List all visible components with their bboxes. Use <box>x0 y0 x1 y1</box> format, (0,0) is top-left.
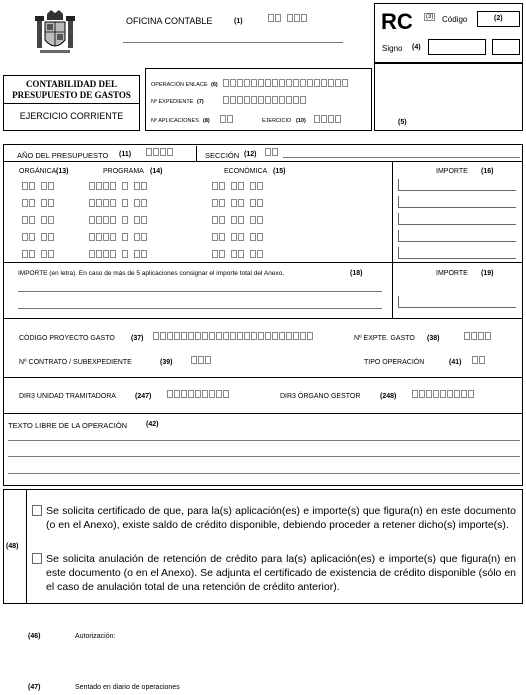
codigo-proyecto-num: (37) <box>131 335 144 342</box>
dir3-organo-num: (248) <box>380 393 397 400</box>
anulacion-checkbox[interactable] <box>32 553 42 564</box>
importe-letra-divider <box>4 262 522 263</box>
importe-letra-num: (18) <box>350 270 363 277</box>
contrato-num: (39) <box>160 359 173 366</box>
expediente-label: Nº EXPEDIENTE <box>151 99 194 105</box>
economica-cells[interactable] <box>212 233 263 241</box>
codigo-label: Código <box>442 15 468 24</box>
contrato-cells[interactable] <box>191 356 211 364</box>
contabilidad-title <box>3 79 140 101</box>
organica-label: ORGÁNICA <box>19 168 57 175</box>
dir3-unidad-label: DIR3 UNIDAD TRAMITADORA <box>19 393 116 400</box>
programa-label: PROGRAMA <box>103 168 144 175</box>
aplicaciones-num: (8) <box>203 118 210 124</box>
importe-letra-label: IMPORTE (en letra). En caso de más de 5 aplicaciones consignar el importe total del Anexo. <box>18 270 285 277</box>
autorizacion-label: Autorización: <box>75 633 116 640</box>
expte-gasto-cells[interactable] <box>464 332 491 340</box>
importe-16-field[interactable] <box>398 247 516 259</box>
operacion-enlace-label: OPERACIÓN ENLACE <box>151 82 208 88</box>
dir3-unidad-cells[interactable] <box>167 390 229 398</box>
tipo-operacion-label: TIPO OPERACIÓN <box>364 359 425 366</box>
oficina-contable-cells[interactable] <box>268 14 307 22</box>
expediente-num: (7) <box>197 99 204 105</box>
texto-libre-line-3[interactable] <box>8 473 520 474</box>
texto-libre-line-2[interactable] <box>8 456 520 457</box>
economica-cells[interactable] <box>212 216 263 224</box>
anulacion-text-content: Se solicita anulación de retención de crédito para la(s) aplicación(es) e importe(s) que figura(n) en este documento (o en el Anexo). Se adjunta el certificado de existencia de crédito disponible (sólo en el caso de anulación total de una retención de crédito anterior). <box>46 553 516 593</box>
programa-cells[interactable] <box>89 216 147 224</box>
operacion-enlace-cells[interactable] <box>223 79 348 87</box>
box-5 <box>374 63 523 131</box>
importe-letra-line-2[interactable] <box>18 308 382 309</box>
dir3-divider <box>4 377 522 378</box>
solicitud-divider <box>26 490 27 603</box>
seccion-num: (12) <box>244 151 257 158</box>
organica-cells[interactable] <box>22 233 54 241</box>
contabilidad-title-line2: PRESUPUESTO DE GASTOS <box>12 90 131 100</box>
importe-19-field[interactable] <box>398 296 516 308</box>
importe-letra-line-1[interactable] <box>18 291 382 292</box>
codigo-proyecto-label: CÓDIGO PROYECTO GASTO <box>19 335 115 342</box>
contabilidad-divider <box>4 103 139 104</box>
economica-cells[interactable] <box>212 199 263 207</box>
anio-presupuesto-cells[interactable] <box>146 148 173 156</box>
importe-letra-col-divider <box>392 262 393 318</box>
ejercicio-corriente-label: EJERCICIO CORRIENTE <box>19 111 124 121</box>
aplicaciones-importe-divider <box>392 161 393 262</box>
oficina-contable-label: OFICINA CONTABLE <box>126 16 213 26</box>
expte-gasto-num: (38) <box>427 335 440 342</box>
economica-cells[interactable] <box>212 250 263 258</box>
anio-row-divider <box>4 161 522 162</box>
organica-cells[interactable] <box>22 199 54 207</box>
ejercicio-label: EJERCICIO <box>262 118 292 124</box>
texto-libre-divider <box>4 413 522 414</box>
economica-cells[interactable] <box>212 182 263 190</box>
dir3-unidad-num: (247) <box>135 393 152 400</box>
dir3-organo-cells[interactable] <box>412 390 474 398</box>
programa-num: (14) <box>150 168 163 175</box>
aplicaciones-cells[interactable] <box>220 115 233 123</box>
tipo-operacion-cells[interactable] <box>472 356 485 364</box>
certificado-checkbox[interactable] <box>32 505 42 516</box>
oficina-contable-line <box>123 42 343 43</box>
sentado-num: (47) <box>28 684 41 691</box>
importe-16-field[interactable] <box>398 213 516 225</box>
importe-19-num: (19) <box>481 270 494 277</box>
autorizacion-num: (46) <box>28 633 41 640</box>
tipo-operacion-num: (41) <box>449 359 462 366</box>
texto-libre-line-1[interactable] <box>8 440 520 441</box>
certificado-text <box>46 504 516 532</box>
texto-libre-num: (42) <box>146 421 159 428</box>
expediente-cells[interactable] <box>223 96 306 104</box>
economica-label: ECONÓMICA <box>224 168 268 175</box>
sentado-label: Sentado en diario de operaciones <box>75 684 180 691</box>
importe-19-label: IMPORTE <box>436 270 468 277</box>
texto-libre-label: TEXTO LIBRE DE LA OPERACIÓN <box>8 421 128 430</box>
importe-16-num: (16) <box>481 168 494 175</box>
anio-seccion-divider <box>196 146 197 161</box>
importe-16-label: IMPORTE <box>436 168 468 175</box>
signo-field-2[interactable] <box>492 39 520 55</box>
organica-cells[interactable] <box>22 250 54 258</box>
rc-label: RC <box>381 9 413 34</box>
aplicaciones-label: Nº APLICACIONES <box>151 118 199 124</box>
programa-cells[interactable] <box>89 182 147 190</box>
organica-cells[interactable] <box>22 182 54 190</box>
rc-num: (3) <box>426 14 434 20</box>
signo-num: (4) <box>412 44 421 51</box>
importe-16-field[interactable] <box>398 230 516 242</box>
spain-coat-of-arms-icon <box>34 8 76 58</box>
codigo-num: (2) <box>494 15 503 22</box>
organica-cells[interactable] <box>22 216 54 224</box>
codigo-proyecto-cells[interactable] <box>153 332 313 340</box>
importe-16-field[interactable] <box>398 196 516 208</box>
seccion-cells[interactable] <box>265 148 278 156</box>
importe-16-field[interactable] <box>398 179 516 191</box>
contrato-label: Nº CONTRATO / SUBEXPEDIENTE <box>19 359 132 366</box>
proyecto-divider <box>4 318 522 319</box>
organica-num: (13) <box>56 168 69 175</box>
ejercicio-cells[interactable] <box>314 115 341 123</box>
seccion-label: SECCIÓN <box>205 151 240 160</box>
operacion-enlace-num: (6) <box>211 82 218 88</box>
seccion-line <box>283 157 520 158</box>
programa-cells[interactable] <box>89 250 147 258</box>
box-5-num: (5) <box>398 119 407 126</box>
solicitud-num: (48) <box>6 543 19 550</box>
anio-presupuesto-label: AÑO DEL PRESUPUESTO <box>17 151 109 160</box>
signo-label: Signo <box>382 44 403 53</box>
economica-num: (15) <box>273 168 286 175</box>
oficina-contable-num: (1) <box>234 18 243 25</box>
expte-gasto-label: Nº EXPTE. GASTO <box>354 335 415 342</box>
ejercicio-num: (10) <box>296 118 306 124</box>
dir3-organo-label: DIR3 ÓRGANO GESTOR <box>280 393 361 400</box>
signo-field-1[interactable] <box>428 39 486 55</box>
contabilidad-title-line1: CONTABILIDAD DEL <box>25 79 118 89</box>
anio-presupuesto-num: (11) <box>119 151 132 158</box>
programa-cells[interactable] <box>89 233 147 241</box>
anulacion-text <box>46 552 516 594</box>
certificado-text-content: Se solicita certificado de que, para la(s) aplicación(es) e importe(s) que figura(n) en este documento (o en el Anexo), existe saldo de crédito disponible, debiendo proceder a retener dicho(s) importe(s). <box>46 505 516 531</box>
programa-cells[interactable] <box>89 199 147 207</box>
